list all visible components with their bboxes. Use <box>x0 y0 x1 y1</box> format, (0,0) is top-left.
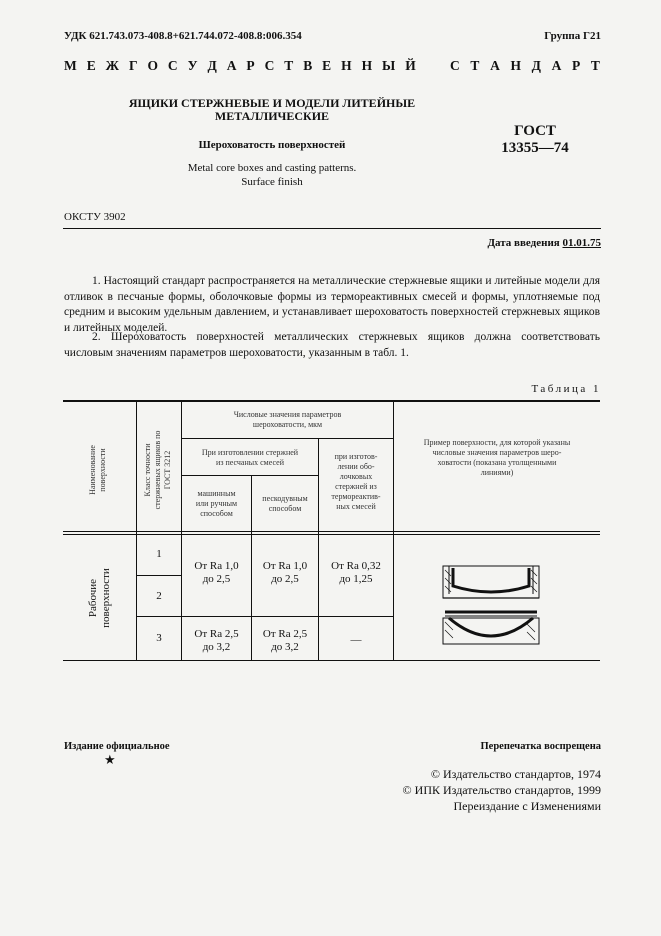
header-text: шероховатости, мкм <box>252 420 323 429</box>
value-manual-1 <box>182 560 251 586</box>
banner-word <box>64 58 416 74</box>
header-text: лении обо- <box>337 462 375 471</box>
header-text: или ручным <box>195 499 238 508</box>
header-text: ГОСТ 3212 <box>163 450 172 490</box>
english-title-line: Surface finish <box>241 176 303 188</box>
header-text: термореактив- <box>331 492 381 501</box>
value-shell-3 <box>319 634 393 647</box>
header-shell <box>319 452 393 512</box>
header-accuracy-class <box>143 406 173 534</box>
header-example <box>394 438 600 478</box>
header-text: числовые значения параметров шеро- <box>432 448 562 457</box>
banner-letter: Н <box>510 58 521 73</box>
header-text: пескодувным <box>262 494 308 503</box>
title-line: МЕТАЛЛИЧЕСКИЕ <box>214 109 330 123</box>
banner-letter: О <box>147 58 158 73</box>
interstate-standard-banner <box>64 58 600 74</box>
paragraph-1: 1. Настоящий стандарт распространяется на металлические стержневые ящики и литейные модели для отливок в песчаные формы, оболочковые формы из термореактивных смесей и формы, уплотняемые под средним и высоким удельным давлением, и устанавливает шероховатость поверхностей стержневых ящиков и литейных моделей. <box>64 275 600 334</box>
header-text: Наименование <box>88 445 97 495</box>
banner-letter: Г <box>128 58 138 73</box>
banner-letter: Е <box>86 58 96 73</box>
value-line: От Ra 1,0 <box>262 560 308 572</box>
core-box-drawing <box>423 558 563 653</box>
reprint-prohibited: Перепечатка воспрещена <box>480 741 601 752</box>
publisher-line: © Издательство стандартов, 1974 <box>430 767 601 781</box>
document-subtitle: Шероховатость поверхностей <box>198 139 346 151</box>
table-label: Таблица 1 <box>531 383 601 395</box>
banner-word <box>450 58 600 74</box>
table-line <box>181 400 182 660</box>
banner-letter: В <box>303 58 313 73</box>
header-sand-mixtures <box>182 448 318 468</box>
udk-code: УДК 621.743.073-408.8+621.744.072-408.8:006.354 <box>64 30 302 42</box>
header-text: Числовые значения параметров <box>233 410 342 419</box>
header-manual <box>182 489 251 519</box>
core-box-section <box>443 566 539 598</box>
value-line: до 2,5 <box>202 573 231 585</box>
header-text: из песчаных смесей <box>216 458 284 467</box>
effective-date-value: 01.01.75 <box>562 237 601 249</box>
english-title <box>92 161 452 189</box>
banner-letter: Н <box>361 58 373 73</box>
table-line <box>181 438 393 439</box>
header-text: При изготовлении стержней <box>201 448 299 457</box>
banner-letter: А <box>490 58 500 73</box>
banner-letter: А <box>551 58 562 73</box>
value-shell-1 <box>319 560 393 586</box>
title-line: ЯЩИКИ СТЕРЖНЕВЫЕ И МОДЕЛИ ЛИТЕЙНЫЕ <box>128 96 416 110</box>
row-surface-text: Рабочие <box>87 578 99 618</box>
gost-code: 13355—74 <box>501 140 569 156</box>
divider <box>63 228 601 229</box>
header-text: ховатости (показана утолщенными <box>437 458 557 467</box>
official-edition: Издание официальное <box>64 741 170 752</box>
banner-letter: М <box>64 58 77 73</box>
publisher-line: © ИПК Издательство стандартов, 1999 <box>402 783 601 797</box>
banner-letter: Т <box>470 58 480 73</box>
row-surface-text: поверхности <box>100 568 112 628</box>
banner-letter: Д <box>531 58 541 73</box>
header-text: лочковых <box>339 472 373 481</box>
value-line: От Ra 2,5 <box>262 628 308 640</box>
value-line: От Ra 1,0 <box>194 560 239 572</box>
value-line: От Ra 0,32 <box>331 560 381 572</box>
document-title <box>92 97 452 123</box>
header-surface-name <box>88 405 108 535</box>
row-surface-name <box>87 553 113 643</box>
header-text: поверхности <box>98 448 107 492</box>
banner-letter: Т <box>284 58 294 73</box>
value-blow-3 <box>252 628 318 654</box>
banner-letter: Е <box>322 58 332 73</box>
header-text: стержней из <box>335 482 377 491</box>
pattern-section <box>443 612 539 644</box>
value-manual-3 <box>182 628 251 654</box>
table-border-bottom <box>63 660 600 661</box>
banner-letter: Д <box>207 58 217 73</box>
paragraph-2: 2. Шероховатость поверхностей металлических стержневых ящиков должна соответствовать числовым значениям параметров шероховатости, указанным в табл. 1. <box>64 331 600 359</box>
banner-letter: Ж <box>105 58 119 73</box>
table-border-top <box>63 400 600 402</box>
table-line <box>136 400 137 660</box>
header-text: машинным <box>197 489 236 498</box>
value-line: — <box>350 634 362 646</box>
table-line <box>136 575 181 576</box>
value-line: до 2,5 <box>271 573 299 585</box>
banner-letter: Р <box>246 58 255 73</box>
publisher-line: Переиздание с Изменениями <box>453 799 601 813</box>
banner-letter: С <box>167 58 178 73</box>
value-line: до 3,2 <box>202 641 231 653</box>
value-line: до 3,2 <box>271 641 299 653</box>
header-text: способом <box>200 509 233 518</box>
okstu-code: ОКСТУ 3902 <box>64 211 126 223</box>
banner-letter: Й <box>405 58 416 73</box>
banner-letter: Р <box>572 58 581 73</box>
banner-letter: А <box>226 58 237 73</box>
table-header-bottom <box>63 534 600 535</box>
roughness-table <box>63 400 600 718</box>
effective-date-label: Дата введения <box>487 237 560 249</box>
header-text: Пример поверхности, для которой указаны <box>423 438 571 447</box>
header-text: ных смесей <box>336 502 376 511</box>
star-icon: ★ <box>104 752 116 767</box>
banner-letter: Ы <box>382 58 396 73</box>
header-text: Класс точности <box>143 443 152 497</box>
banner-letter: Т <box>590 58 600 73</box>
banner-letter: Н <box>341 58 352 73</box>
table-line <box>181 475 318 476</box>
class-2: 2 <box>156 590 162 602</box>
header-text: способом <box>268 504 302 513</box>
gost-number <box>480 123 590 157</box>
gost-label: ГОСТ <box>514 123 556 139</box>
header-values <box>182 410 393 430</box>
banner-letter: У <box>187 58 198 73</box>
header-text: при изготов- <box>334 452 378 461</box>
header-sandblow <box>252 494 318 514</box>
group-code: Группа Г21 <box>544 30 601 42</box>
header-text: стержневых ящиков по <box>153 430 162 510</box>
banner-letter: С <box>264 58 275 73</box>
value-blow-1 <box>252 560 318 586</box>
header-text: линиями) <box>480 468 514 477</box>
class-1: 1 <box>156 548 162 560</box>
banner-letter: С <box>450 58 460 73</box>
value-line: От Ra 2,5 <box>194 628 239 640</box>
english-title-line: Metal core boxes and casting patterns. <box>187 162 357 174</box>
table-line <box>136 616 393 617</box>
effective-date <box>487 237 601 249</box>
value-line: до 1,25 <box>339 573 373 585</box>
class-3: 3 <box>156 632 162 644</box>
